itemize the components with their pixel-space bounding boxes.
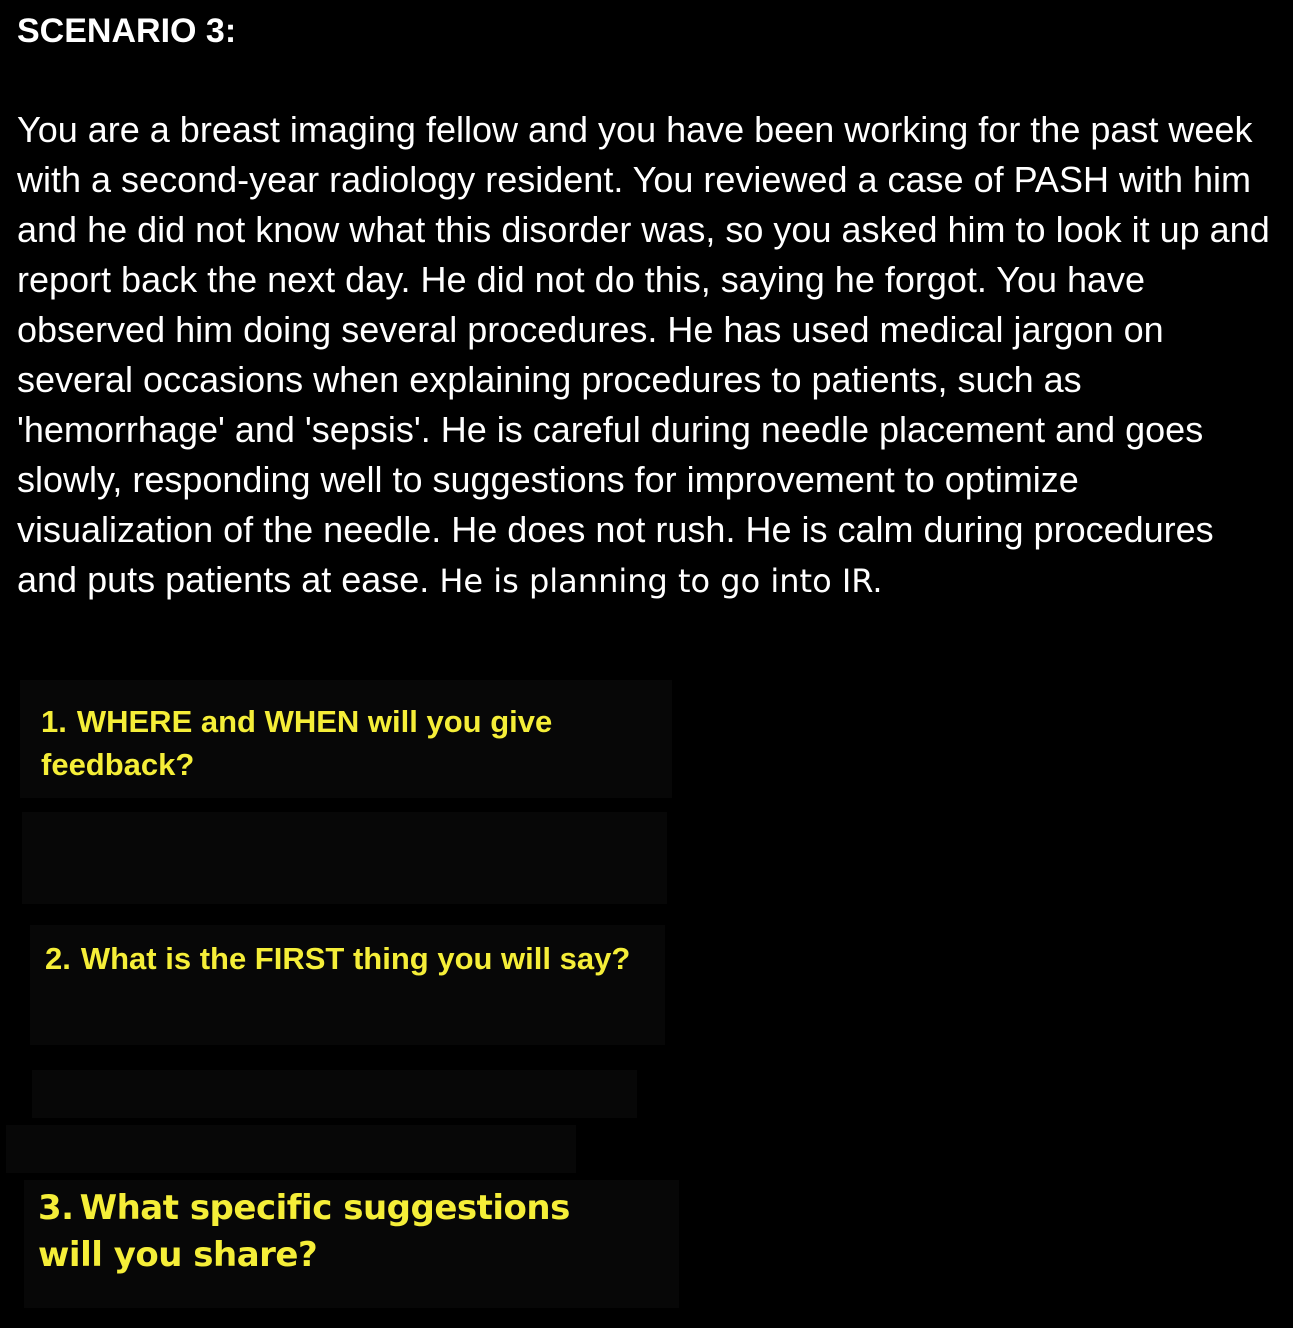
question-3-text: What specific suggestions will you share?	[38, 1188, 570, 1275]
question-1-text: WHERE and WHEN will you give feedback?	[41, 704, 553, 782]
question-2-text: What is the FIRST thing you will say?	[80, 941, 631, 976]
question-panel	[32, 1070, 637, 1118]
question-panel	[6, 1125, 576, 1173]
question-3-number: 3.	[38, 1188, 74, 1228]
question-panel	[22, 812, 667, 904]
question-2	[45, 937, 655, 980]
scenario-description	[17, 105, 1279, 606]
scenario-title: SCENARIO 3:	[17, 12, 237, 50]
question-2-number: 2.	[45, 941, 71, 976]
question-1	[41, 700, 651, 786]
scenario-body: You are a breast imaging fellow and you have been working for the past week with a second-year radiology resident. You reviewed a case of PASH with him and he did not know what this disorder was, so you asked him to look it up and report back the next day. He did not do this, saying he forgot. You have observed him doing several procedures. He has used medical jargon on several occasions when explaining procedures to patients, such as 'hemorrhage' and 'sepsis'. He is careful during needle placement and goes slowly, responding well to suggestions for improvement to optimize visualization of the needle. He does not rush. He is calm during procedures and puts patients at ease.	[17, 109, 1270, 600]
question-3	[38, 1185, 638, 1279]
question-1-number: 1.	[41, 704, 67, 739]
scenario-body-tail: He is planning to go into IR.	[439, 562, 883, 600]
